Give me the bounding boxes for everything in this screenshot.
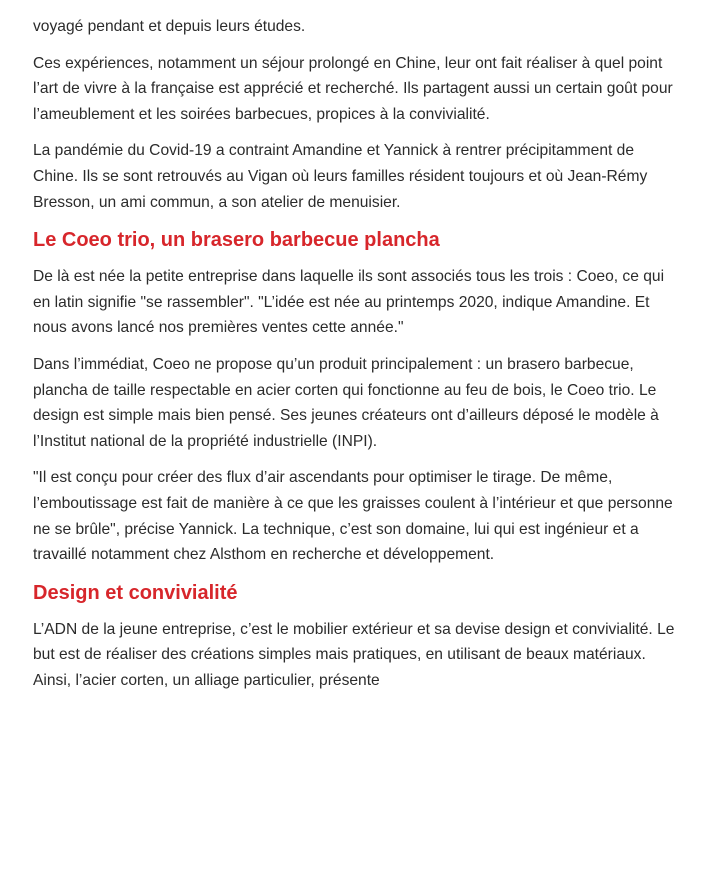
paragraph-adn: L’ADN de la jeune entreprise, c’est le mobilier extérieur et sa devise design et convivialité. Le but est de réaliser des créations simples mais pratiques, en utilisant de beaux matériaux. Ainsi, l’acier corten, un alliage particulier, présente [33,620,675,689]
section-heading-coeo-trio: Le Coeo trio, un brasero barbecue plancha [33,229,440,252]
article-body [33,14,683,704]
paragraph-company-origin: De là est née la petite entreprise dans laquelle ils sont associés tous les trois : Coeo, ce qui en latin signifie "se rassembler". "L’idée est née au printemps 2020, indique Amandine. Et nous avons lancé nos premières ventes cette année." [33,268,665,337]
section-heading-design: Design et convivialité [33,581,238,604]
paragraph-product: Dans l’immédiat, Coeo ne propose qu’un produit principalement : un brasero barbecue, plancha de taille respectable en acier corten qui fonctionne au feu de bois, le Coeo trio. Le design est simple mais bien pensé. Ses jeunes créateurs ont d’ailleurs déposé le modèle à l’Institut national de la propriété industrielle (INPI). [33,355,659,450]
paragraph-quote-yannick: "Il est conçu pour créer des flux d’air ascendants pour optimiser le tirage. De même, l’emboutissage est fait de manière à ce que les graisses coulent à l’intérieur et que personne ne se brûle", précise Yannick. La technique, c’est son domaine, lui qui est ingénieur et a travaillé notamment chez Alsthom en recherche et développement. [33,469,673,564]
paragraph-studies: voyagé pendant et depuis leurs études. [33,18,306,35]
paragraph-experiences: Ces expériences, notamment un séjour prolongé en Chine, leur ont fait réaliser à quel point l’art de vivre à la française est apprécié et recherché. Ils partagent aussi un certain goût pour l’ameublement et les soirées barbecues, propices à la convivialité. [33,54,673,123]
paragraph-pandemic: La pandémie du Covid-19 a contraint Amandine et Yannick à rentrer précipitamment de Chine. Ils se sont retrouvés au Vigan où leurs familles résident toujours et où Jean-Rémy Bresson, un ami commun, a son atelier de menuisier. [33,142,648,211]
